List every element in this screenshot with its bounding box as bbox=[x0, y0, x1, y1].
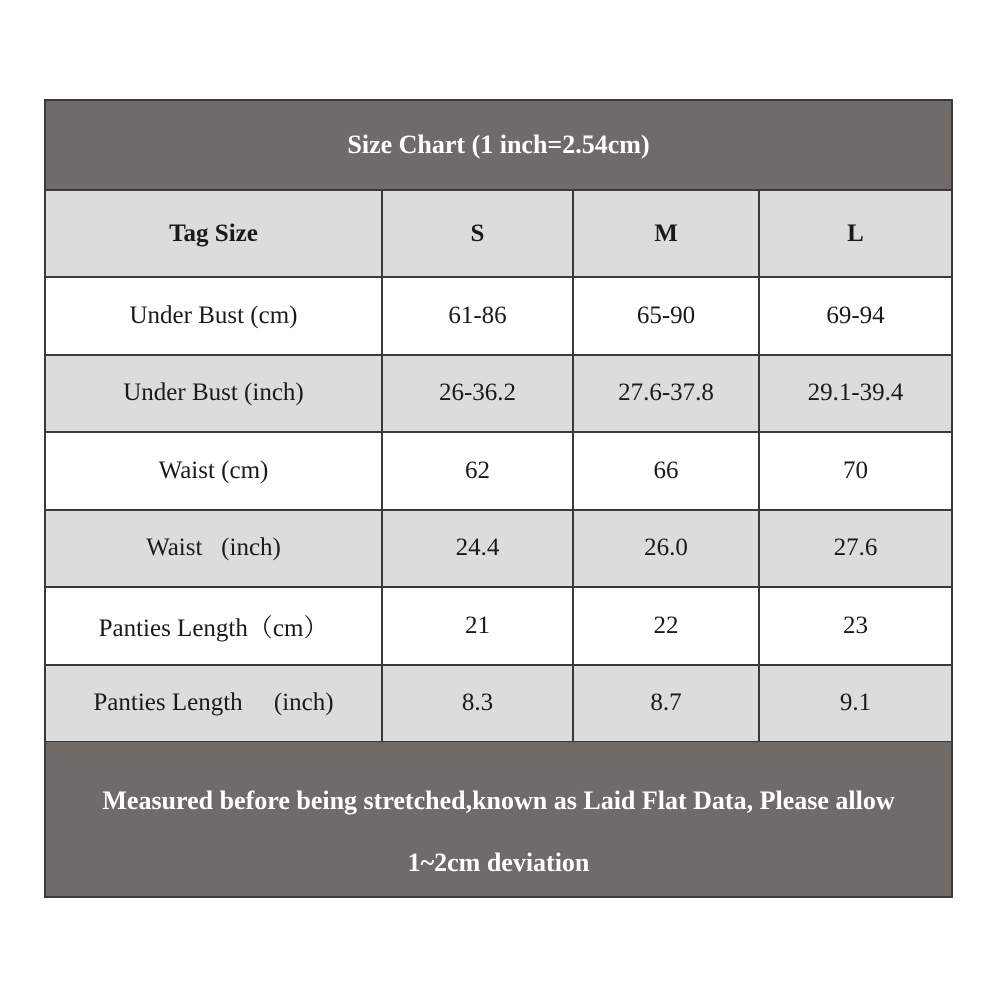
row-label: Waist (inch) bbox=[46, 510, 382, 588]
cell-l: 23 bbox=[759, 587, 951, 665]
cell-m: 26.0 bbox=[573, 510, 759, 588]
table-row bbox=[46, 665, 951, 743]
cell-m: 27.6-37.8 bbox=[573, 355, 759, 433]
table-row bbox=[46, 277, 951, 355]
cell-m: 22 bbox=[573, 587, 759, 665]
header-size-s: S bbox=[382, 191, 573, 277]
cell-s: 61-86 bbox=[382, 277, 573, 355]
cell-s: 62 bbox=[382, 432, 573, 510]
cell-s: 24.4 bbox=[382, 510, 573, 588]
row-label: Panties Length（cm） bbox=[46, 587, 382, 665]
cell-m: 66 bbox=[573, 432, 759, 510]
cell-l: 27.6 bbox=[759, 510, 951, 588]
cell-l: 69-94 bbox=[759, 277, 951, 355]
header-tag-size: Tag Size bbox=[46, 191, 382, 277]
header-size-m: M bbox=[573, 191, 759, 277]
table-header-row bbox=[46, 191, 951, 277]
cell-m: 8.7 bbox=[573, 665, 759, 743]
cell-s: 21 bbox=[382, 587, 573, 665]
note-line-1: Measured before being stretched,known as Laid Flat Data, Please allow bbox=[102, 786, 895, 815]
row-label: Under Bust (cm) bbox=[46, 277, 382, 355]
table-row bbox=[46, 587, 951, 665]
cell-s: 26-36.2 bbox=[382, 355, 573, 433]
size-table bbox=[46, 191, 951, 743]
cell-l: 29.1-39.4 bbox=[759, 355, 951, 433]
cell-m: 65-90 bbox=[573, 277, 759, 355]
note-line-2: 1~2cm deviation bbox=[407, 848, 590, 877]
table-row bbox=[46, 432, 951, 510]
row-label: Waist (cm) bbox=[46, 432, 382, 510]
cell-s: 8.3 bbox=[382, 665, 573, 743]
header-size-l: L bbox=[759, 191, 951, 277]
table-row bbox=[46, 510, 951, 588]
measurement-note bbox=[46, 742, 951, 896]
row-label: Panties Length (inch) bbox=[46, 665, 382, 743]
chart-title: Size Chart (1 inch=2.54cm) bbox=[46, 101, 951, 191]
size-chart bbox=[44, 99, 953, 898]
row-label: Under Bust (inch) bbox=[46, 355, 382, 433]
cell-l: 9.1 bbox=[759, 665, 951, 743]
cell-l: 70 bbox=[759, 432, 951, 510]
table-row bbox=[46, 355, 951, 433]
